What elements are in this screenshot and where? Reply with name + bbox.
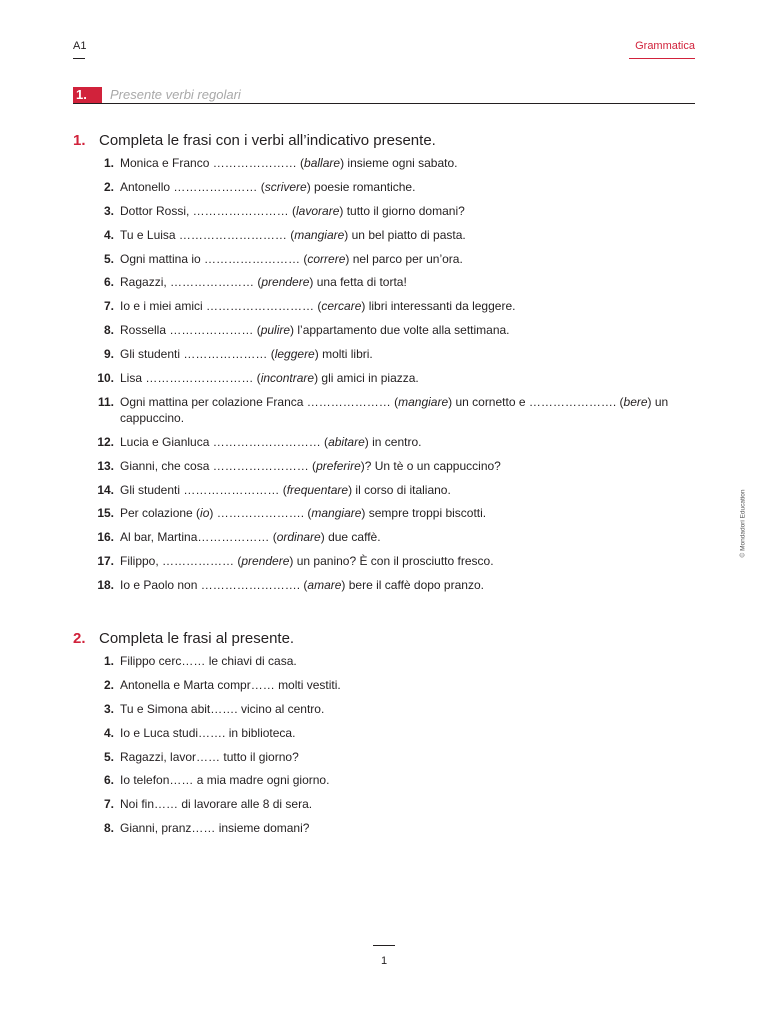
- item-number: 8.: [103, 821, 114, 836]
- item-number: 14.: [97, 482, 114, 497]
- exercise-item: [73, 155, 695, 171]
- exercise-item: [73, 203, 695, 219]
- exercise-item: [73, 820, 695, 836]
- exercise-item: [73, 274, 695, 290]
- level-underline: [73, 58, 85, 59]
- exercise-item: [73, 482, 695, 498]
- item-number: 4.: [103, 227, 114, 242]
- item-number: 2.: [103, 677, 114, 692]
- item-number: 6.: [103, 275, 114, 290]
- item-text: Dottor Rossi, …………………… (lavorare) tutto il giorno domani?: [120, 203, 465, 218]
- exercise-item: [73, 346, 695, 362]
- item-number: 1.: [103, 156, 114, 170]
- exercise-item: [73, 529, 695, 545]
- exercise-item: [73, 434, 695, 450]
- exercise-item: [73, 179, 695, 195]
- item-number: 3.: [103, 203, 114, 218]
- item-number: 10.: [97, 371, 114, 386]
- exercise-item: [73, 796, 695, 812]
- item-text: Filippo, ……………… (prendere) un panino? È con il prosciutto fresco.: [120, 554, 494, 569]
- item-number: 18.: [97, 578, 114, 593]
- item-text: Lucia e Gianluca ……………………… (abitare) in centro.: [120, 434, 422, 449]
- exercise-header: [73, 630, 695, 647]
- item-number: 11.: [97, 394, 114, 409]
- exercise-item: [73, 749, 695, 765]
- item-text: Io e Paolo non ……………………. (amare) bere il caffè dopo pranzo.: [120, 578, 484, 593]
- item-text: Filippo cerc…… le chiavi di casa.: [120, 654, 297, 668]
- exercise-item: [73, 725, 695, 741]
- exercise-title: Completa le frasi al presente.: [99, 630, 295, 647]
- section-underline: [629, 58, 695, 59]
- exercise-item: [73, 553, 695, 569]
- exercise-item: [73, 772, 695, 788]
- item-text: Io telefon…… a mia madre ogni giorno.: [120, 773, 330, 788]
- item-number: 9.: [103, 347, 114, 362]
- item-text: Io e i miei amici ……………………… (cercare) libri interessanti da leggere.: [120, 299, 516, 314]
- item-text: Gianni, pranz…… insieme domani?: [120, 821, 310, 836]
- item-number: 7.: [103, 299, 114, 314]
- item-number: 17.: [97, 554, 114, 569]
- item-text: Rossella ………………… (pulire) l’appartamento due volte alla settimana.: [120, 323, 510, 338]
- topic-title: Presente verbi regolari: [110, 87, 241, 102]
- item-text: Noi fin…… di lavorare alle 8 di sera.: [120, 797, 313, 812]
- item-number: 6.: [103, 773, 114, 788]
- exercise-item: [73, 505, 695, 521]
- page-number: 1: [380, 955, 388, 967]
- exercise-items: [73, 155, 695, 593]
- exercise-item: [73, 577, 695, 593]
- exercise-number: 2.: [73, 630, 86, 647]
- item-number: 7.: [103, 797, 114, 812]
- exercise-item: [73, 298, 695, 314]
- exercise-item: [73, 653, 695, 669]
- item-text: Al bar, Martina……………… (ordinare) due caffè.: [120, 530, 381, 545]
- exercise-item: [73, 322, 695, 338]
- topic-rule: [73, 103, 695, 104]
- exercise-item: [73, 251, 695, 267]
- item-number: 2.: [103, 179, 114, 194]
- exercise-2: [73, 630, 695, 844]
- item-text: Tu e Simona abit……. vicino al centro.: [120, 701, 325, 716]
- item-number: 5.: [103, 749, 114, 764]
- item-text: Per colazione (io) …………………. (mangiare) sempre troppi biscotti.: [120, 506, 487, 521]
- item-text: Ogni mattina per colazione Franca ………………… (mangiare) un cornetto e …………………. (bere) un cappuccino.: [120, 394, 669, 425]
- item-number: 12.: [97, 434, 114, 449]
- item-number: 16.: [97, 530, 114, 545]
- item-text: Gli studenti ………………… (leggere) molti libri.: [120, 347, 373, 362]
- item-text: Ogni mattina io …………………… (correre) nel parco per un’ora.: [120, 251, 463, 266]
- exercise-item: [73, 458, 695, 474]
- item-text: Gianni, che cosa …………………… (preferire)? Un tè o un cappuccino?: [120, 458, 501, 473]
- topic-number: 1.: [73, 87, 102, 103]
- item-text: Gli studenti …………………… (frequentare) il corso di italiano.: [120, 482, 451, 497]
- page-number-rule: [373, 945, 395, 946]
- item-text: Ragazzi, lavor…… tutto il giorno?: [120, 749, 299, 764]
- exercise-header: [73, 132, 695, 149]
- item-number: 8.: [103, 323, 114, 338]
- item-text: Monica e Franco ………………… (ballare) insieme ogni sabato.: [120, 156, 458, 170]
- copyright-note: © Mondadori Education: [739, 489, 747, 558]
- item-number: 4.: [103, 725, 114, 740]
- section-label: Grammatica: [635, 40, 695, 52]
- item-number: 15.: [97, 506, 114, 521]
- item-number: 13.: [97, 458, 114, 473]
- item-text: Ragazzi, ………………… (prendere) una fetta di torta!: [120, 275, 407, 290]
- item-text: Tu e Luisa ……………………… (mangiare) un bel piatto di pasta.: [120, 227, 466, 242]
- exercise-item: [73, 370, 695, 386]
- item-number: 5.: [103, 251, 114, 266]
- item-number: 3.: [103, 701, 114, 716]
- item-text: Antonella e Marta compr…… molti vestiti.: [120, 677, 341, 692]
- item-text: Antonello ………………… (scrivere) poesie romantiche.: [120, 179, 416, 194]
- exercise-title: Completa le frasi con i verbi all’indicativo presente.: [99, 132, 436, 149]
- exercise-items: [73, 653, 695, 836]
- exercise-item: [73, 227, 695, 243]
- exercise-item: [73, 701, 695, 717]
- level-label: A1: [73, 40, 87, 52]
- topic-bar: [73, 87, 695, 104]
- exercise-item: [73, 394, 695, 426]
- exercise-1: [73, 132, 695, 601]
- item-number: 1.: [103, 654, 114, 668]
- item-text: Lisa ……………………… (incontrare) gli amici in piazza.: [120, 371, 419, 386]
- item-text: Io e Luca studi……. in biblioteca.: [120, 725, 296, 740]
- exercise-number: 1.: [73, 132, 86, 149]
- exercise-item: [73, 677, 695, 693]
